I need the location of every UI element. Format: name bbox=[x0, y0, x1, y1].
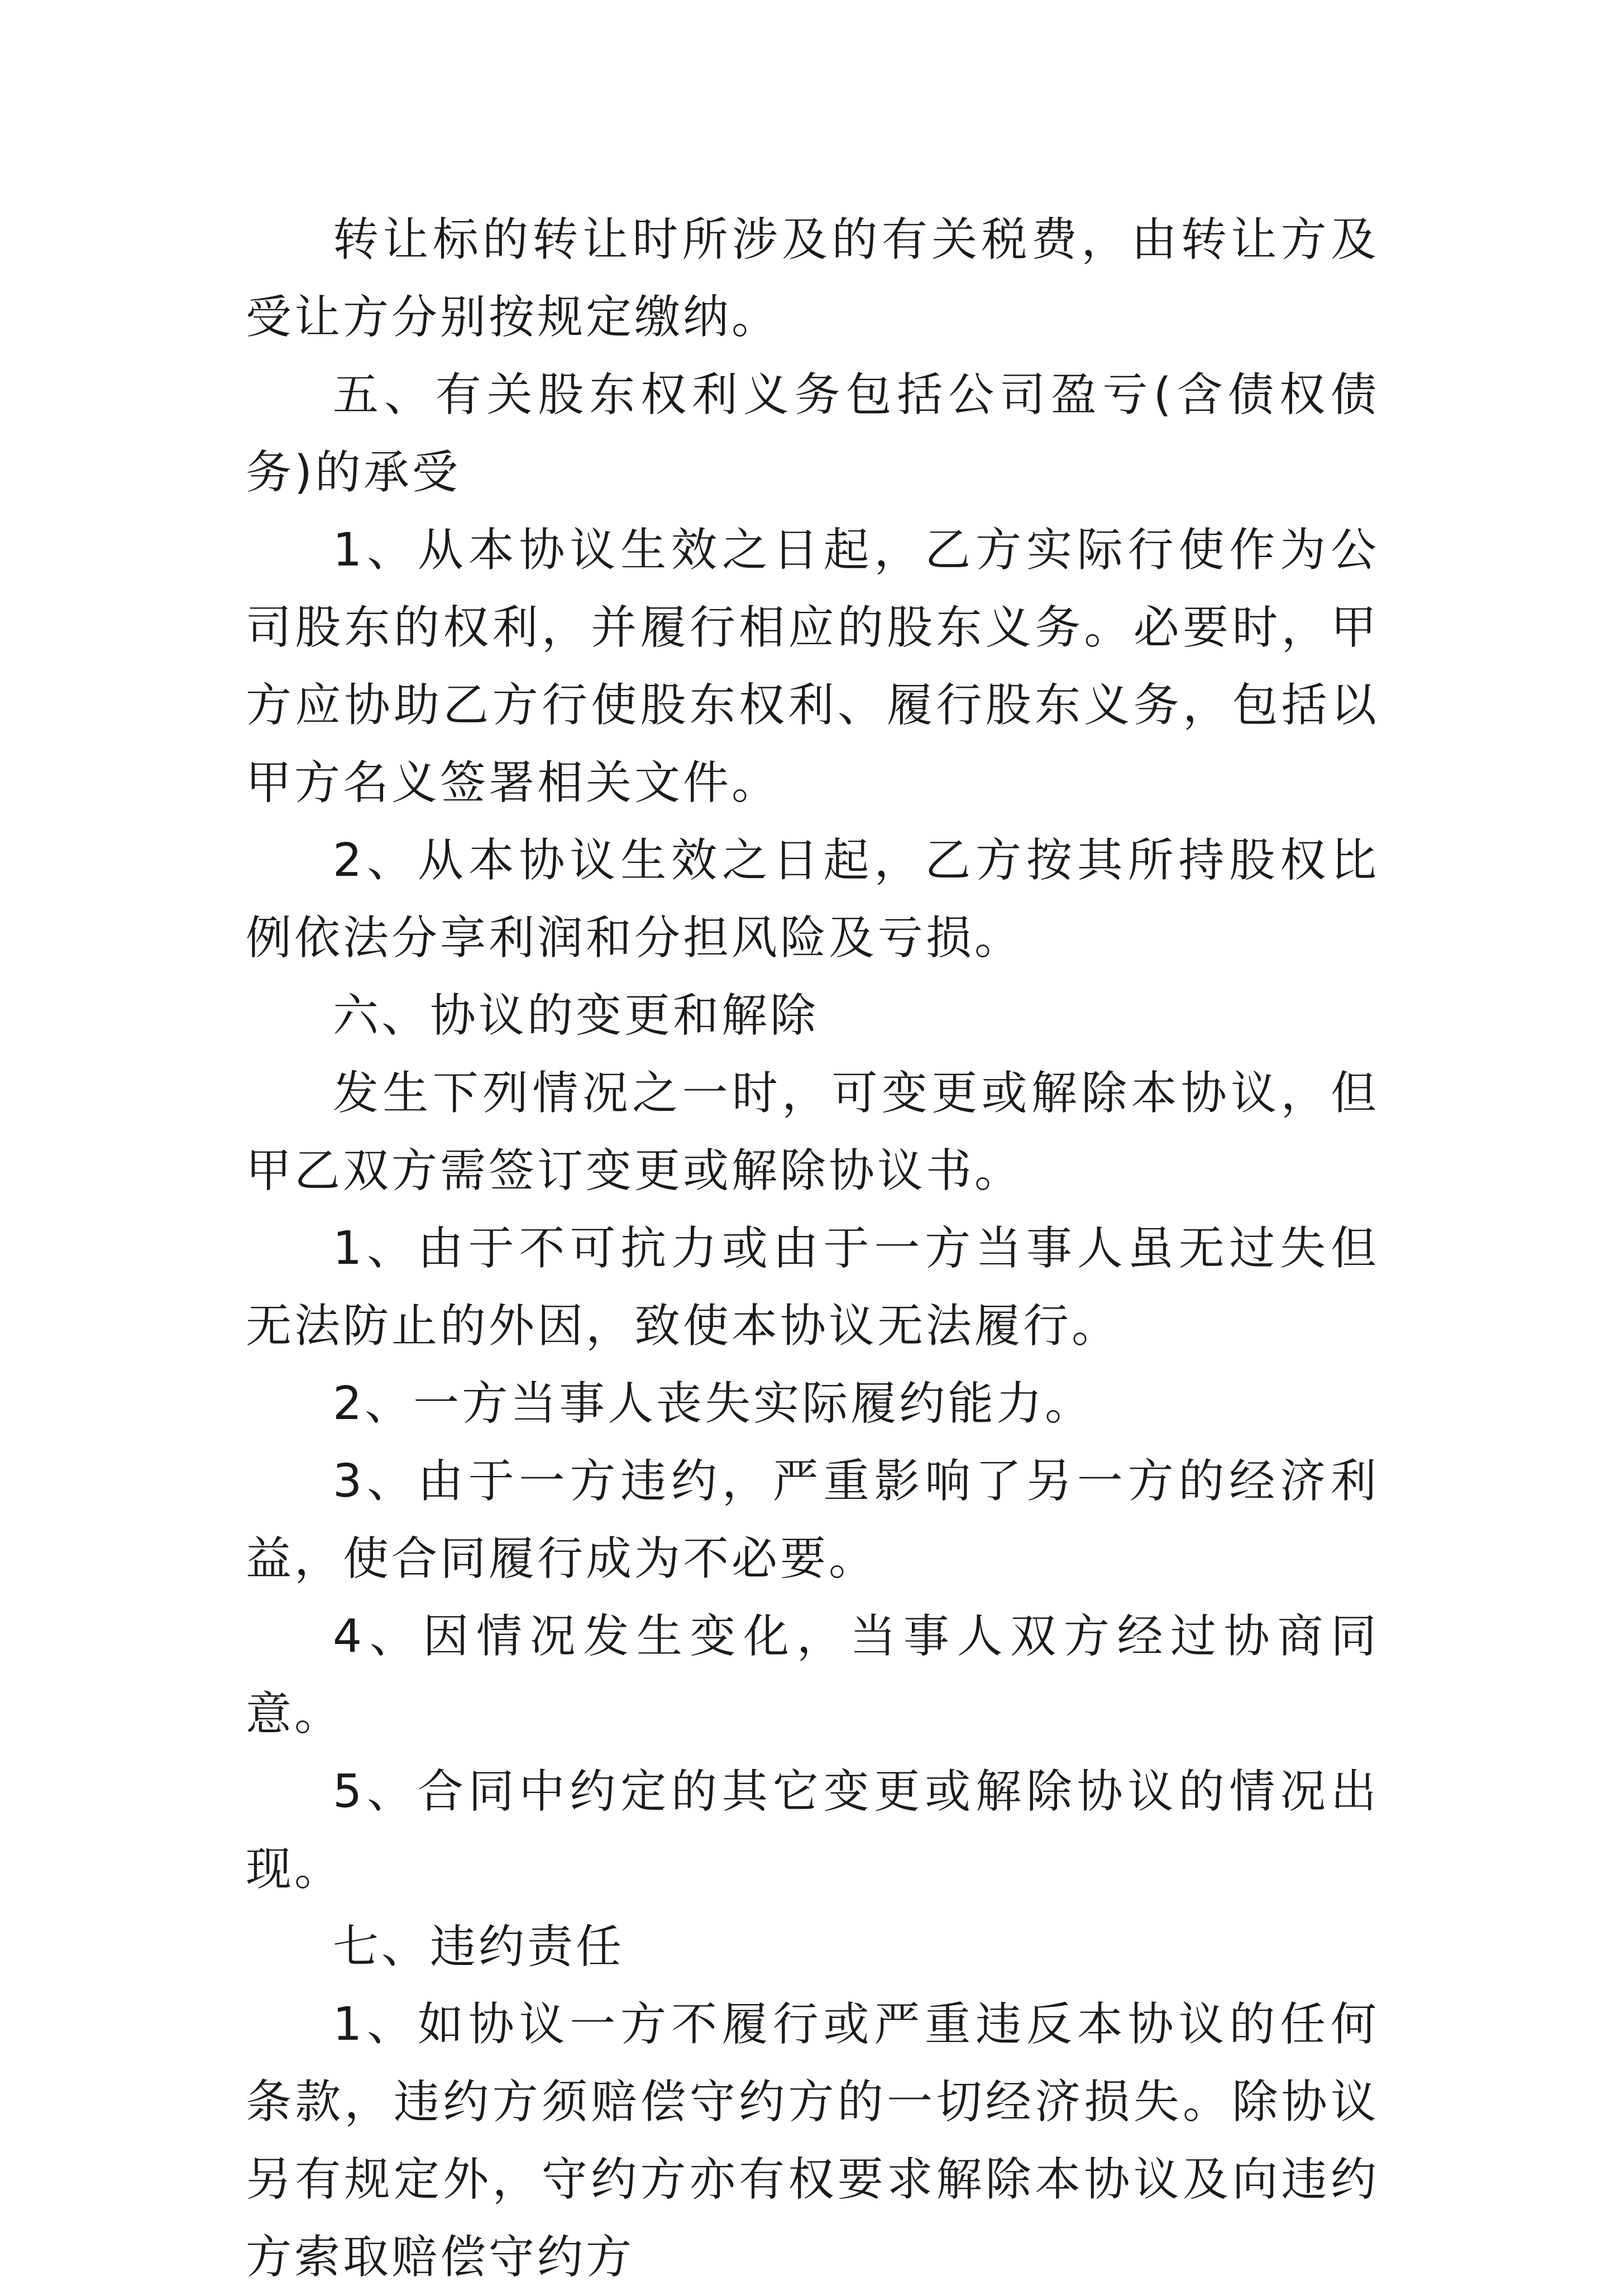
section-heading-liability: 七、违约责任 bbox=[333, 1920, 625, 1973]
section-heading-amendment-termination: 六、协议的变更和解除 bbox=[333, 989, 819, 1042]
clause-profit-sharing-2: 2、从本协议生效之日起，乙方按其所持股权比例依法分享利润和分担风险及亏损。 bbox=[246, 834, 1379, 965]
clause-breach-compensation-1: 1、如协议一方不履行或严重违反本协议的任何条款，违约方须赔偿守约方的一切经济损失。除协议另有规定外，守约方亦有权要求解除本协议及向违约方索取赔偿守约方 bbox=[246, 1998, 1379, 2284]
clause-force-majeure-1: 1、由于不可抗力或由于一方当事人虽无过失但无法防止的外因，致使本协议无法履行。 bbox=[246, 1222, 1379, 1353]
clause-loss-of-capacity-2: 2、一方当事人丧失实际履约能力。 bbox=[333, 1377, 1094, 1430]
clause-other-conditions-5: 5、合同中约定的其它变更或解除协议的情况出现。 bbox=[246, 1765, 1379, 1896]
clause-mutual-agreement-4: 4、因情况发生变化，当事人双方经过协商同意。 bbox=[246, 1610, 1379, 1741]
clause-shareholder-rights-1: 1、从本协议生效之日起，乙方实际行使作为公司股东的权利，并履行相应的股东义务。必要时，甲方应协助乙方行使股东权利、履行股东义务，包括以甲方名义签署相关文件。 bbox=[246, 524, 1379, 809]
clause-breach-impact-3: 3、由于一方违约，严重影响了另一方的经济利益，使合同履行成为不必要。 bbox=[246, 1455, 1379, 1585]
paragraph-termination-conditions: 发生下列情况之一时，可变更或解除本协议，但甲乙双方需签订变更或解除协议书。 bbox=[246, 1067, 1379, 1197]
section-heading-shareholder-rights: 五、有关股东权利义务包括公司盈亏(含债权债务)的承受 bbox=[246, 368, 1379, 499]
document-body bbox=[246, 201, 1379, 2296]
paragraph-tax-fees: 转让标的转让时所涉及的有关税费，由转让方及受让方分别按规定缴纳。 bbox=[246, 213, 1379, 344]
